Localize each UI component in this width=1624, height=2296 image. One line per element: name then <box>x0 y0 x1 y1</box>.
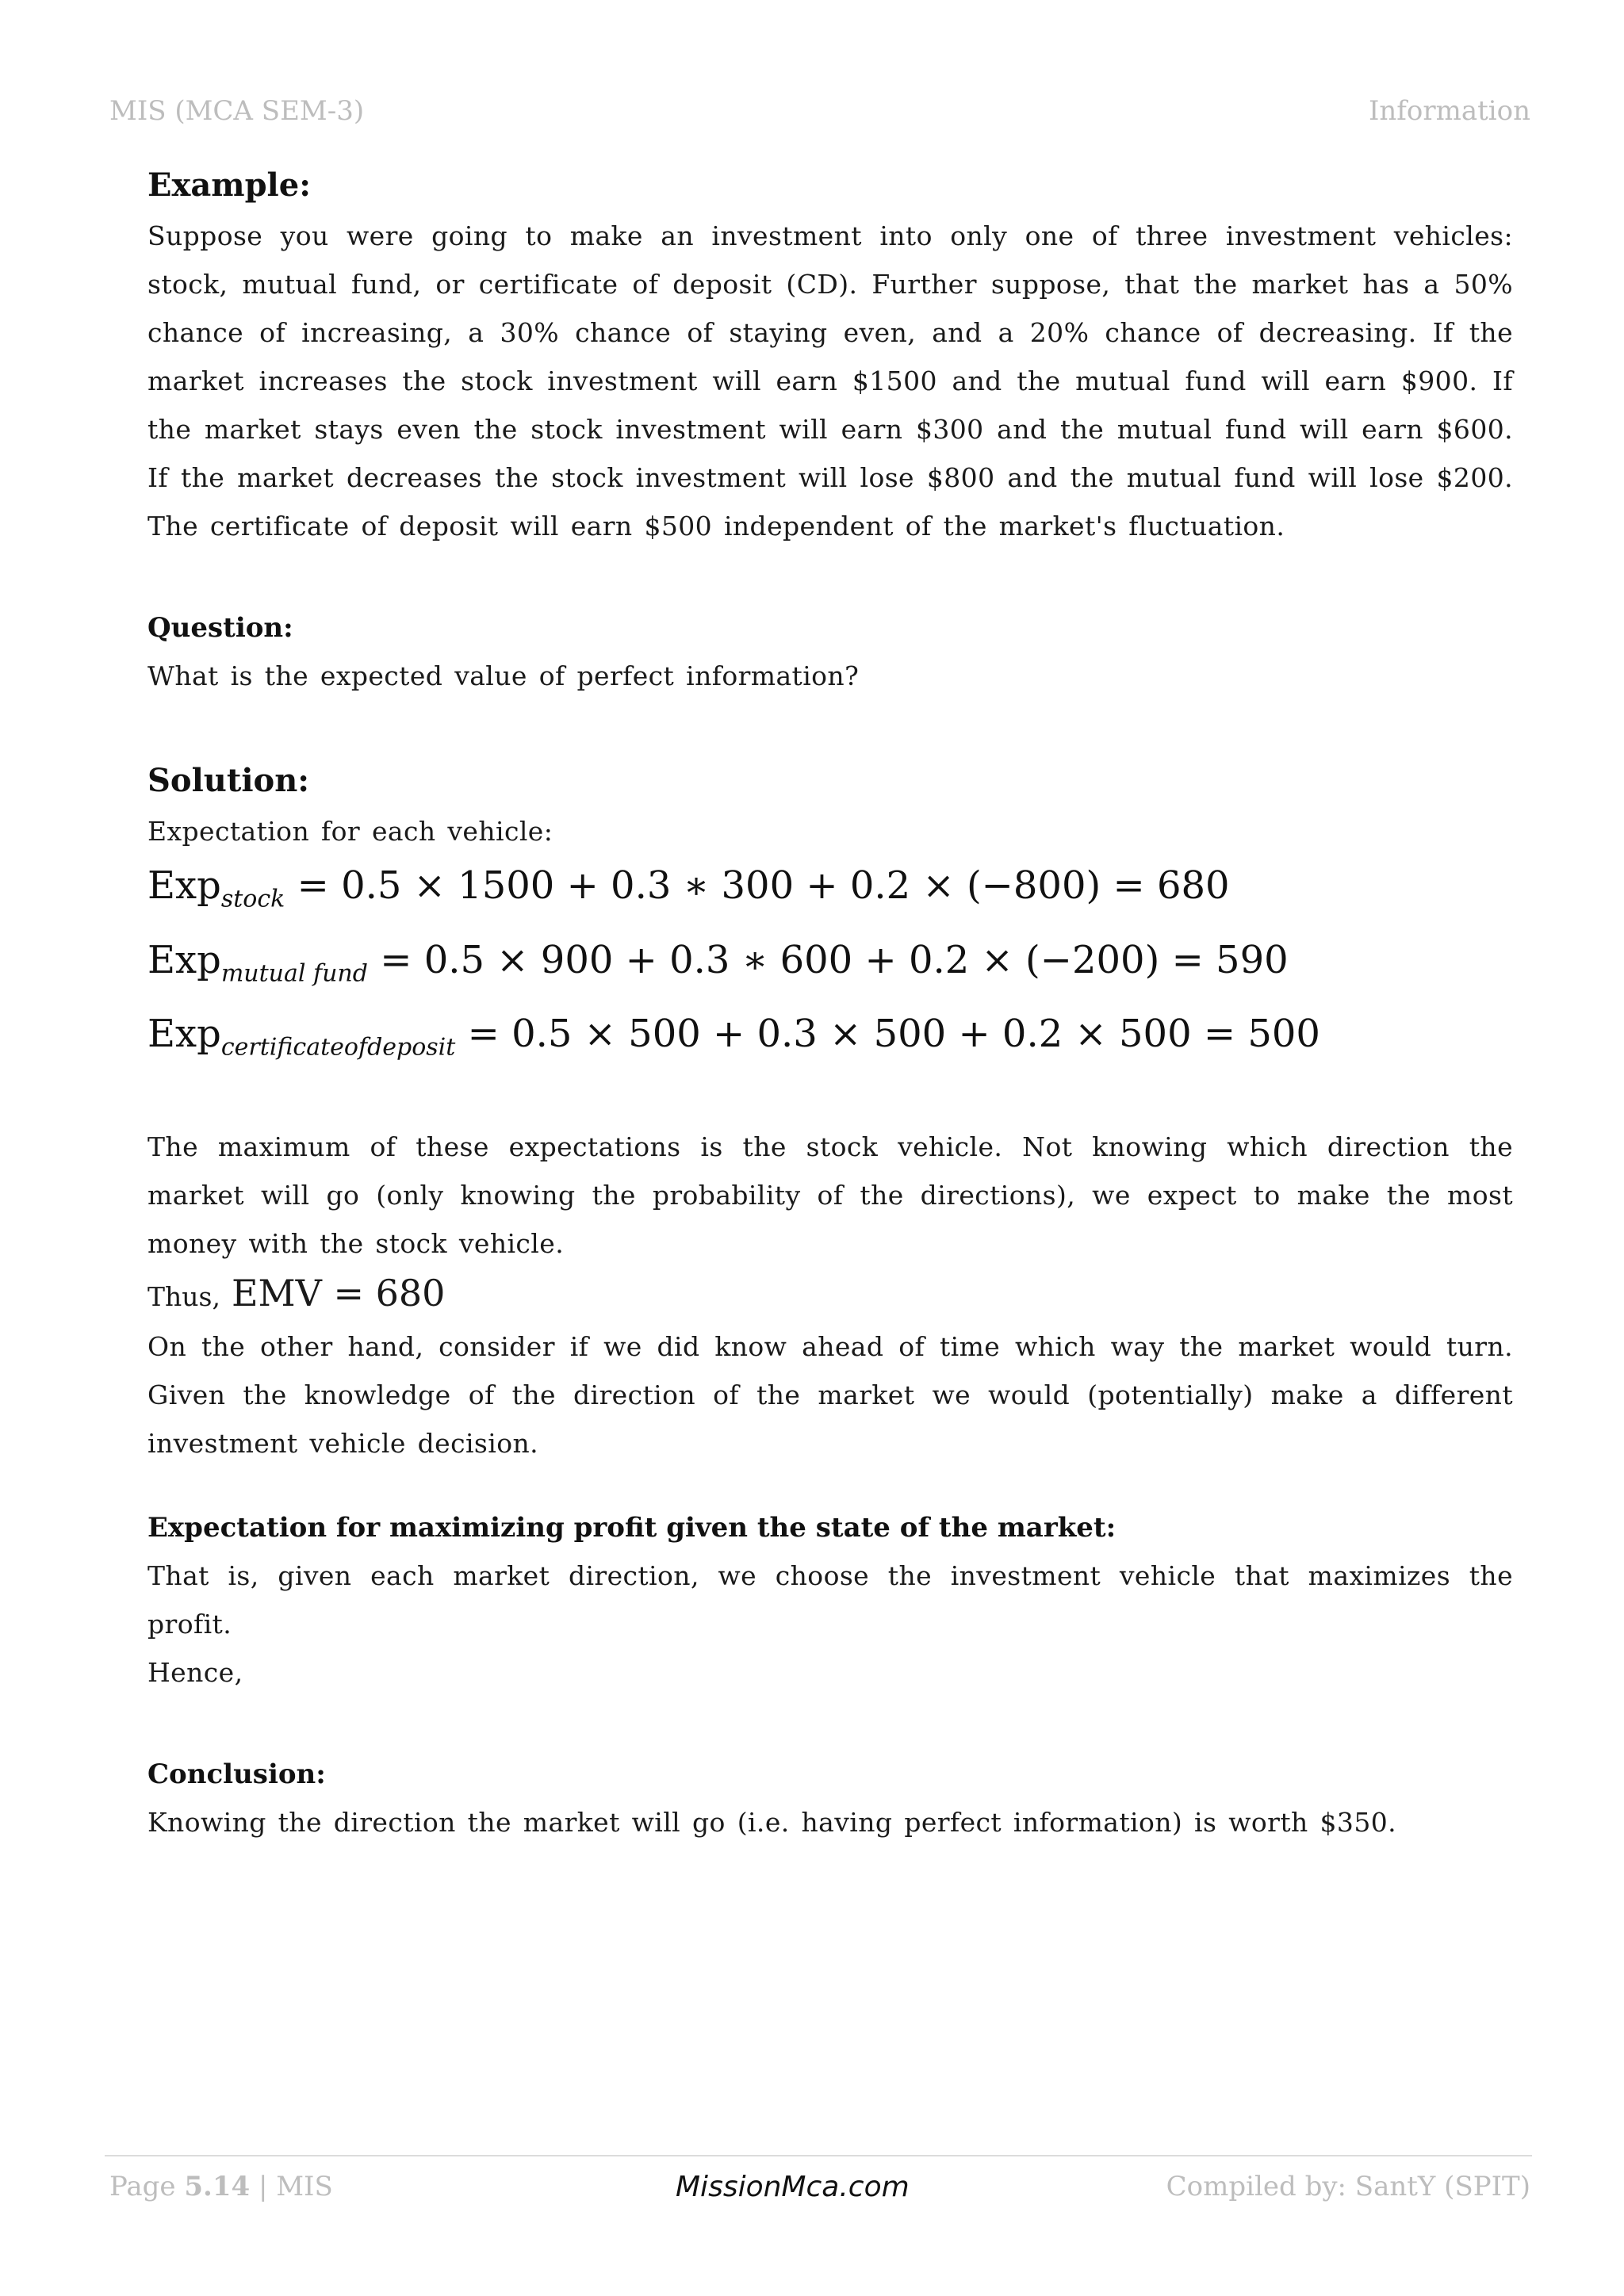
example-title: Example: <box>147 166 311 204</box>
main-content <box>147 166 1513 1846</box>
question-title: Question: <box>147 612 293 644</box>
thus-line: Thus, EMV = 680 <box>147 1271 446 1314</box>
conclusion-text: Knowing the direction the market will go (i.e. having perfect information) is worth $350. <box>147 1806 1397 1838</box>
footer-divider <box>105 2155 1532 2156</box>
solution-intro: Expectation for each vehicle: <box>147 816 553 847</box>
maximizing-text2: Hence, <box>147 1656 243 1688</box>
maximizing-title: Expectation for maximizing profit given the state of the market: <box>147 1511 1116 1544</box>
equation-mutual-fund: Exp$_{mutual fund}$ = 0.5 × 900 + 0.3 ∗ 600 + 0.2 × (−200) = 590 <box>147 937 1289 988</box>
equation-certificate: Exp$_{certificateofdeposit}$ = 0.5 × 500 + 0.3 × 500 + 0.2 × 500 = 500 <box>147 1012 1320 1062</box>
question-text: What is the expected value of perfect information? <box>147 660 860 691</box>
maximizing-text1: That is, given each market direction, we choose the investment vehicle that maximizes the profit. <box>147 1559 1513 1640</box>
example-text: Suppose you were going to make an investment into only one of three investment vehicles: stock, mutual fund, or certificate of deposit (CD). Further suppose, that the market has a 50% chance of increasing, a 30% chance of staying even, and a 20% chance of decreasing. If the market increases the stock investment will earn $1500 and the mutual fund will earn $900. If the market stays even the stock investment will earn $300 and the mutual fund will earn $600. If the market decreases the stock investment will lose $800 and the mutual fund will lose $200. The certificate of deposit will earn $500 independent of the market's fluctuation. <box>147 220 1513 541</box>
footer-logo: MissionMca.com <box>676 2171 910 2203</box>
header-right: Information <box>1368 95 1530 127</box>
solution-para1: The maximum of these expectations is the stock vehicle. Not knowing which direction the market will go (only knowing the probability of the directions), we expect to make the most money with the stock vehicle. <box>147 1131 1513 1259</box>
emv-equation: EMV = 680 <box>231 1271 446 1314</box>
equation-stock: Exp$_{stock}$ = 0.5 × 1500 + 0.3 ∗ 300 + 0.2 × (−800) = 680 <box>147 863 1230 913</box>
header-left: MIS (MCA SEM-3) <box>109 95 365 127</box>
solution-para2: On the other hand, consider if we did know ahead of time which way the market would turn. Given the knowledge of the direction of the market we would (potentially) make a different investment vehicle decision. <box>147 1330 1513 1459</box>
solution-title: Solution: <box>147 762 310 799</box>
footer-right: Compiled by: SantY (SPIT) <box>1166 2171 1530 2202</box>
conclusion-title: Conclusion: <box>147 1758 326 1790</box>
footer-page: Page 5.14 | MIS <box>109 2171 333 2202</box>
